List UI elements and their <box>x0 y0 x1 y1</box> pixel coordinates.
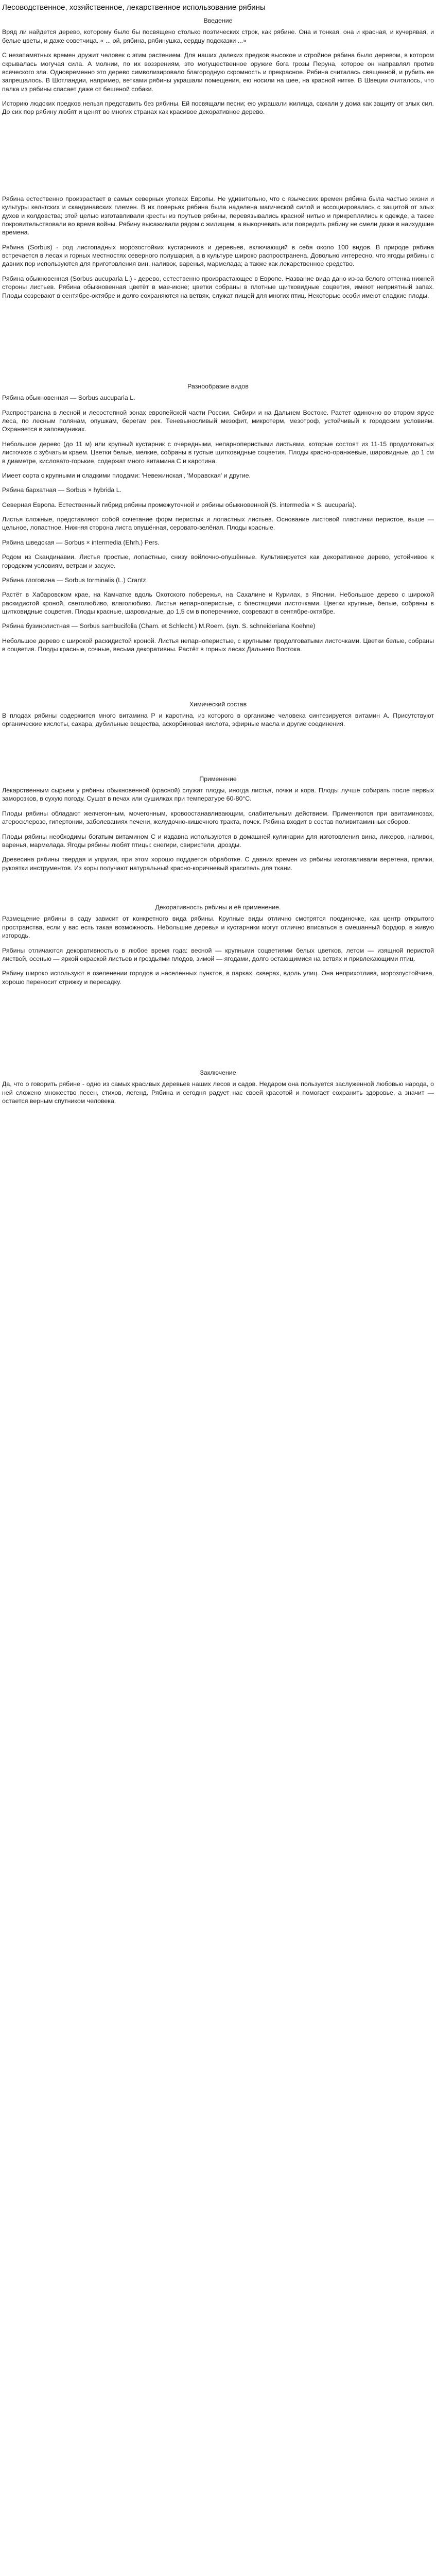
paragraph: В плодах рябины содержится много витамина Р и каротина, из которого в организме человека синтезируется витамин А. Присутствуют органические кислоты, сахара, дубильные вещества, аскорбиновая кислота, эфирные масла и другие соединения. <box>2 711 434 728</box>
section-intro <box>2 16 434 300</box>
paragraph: Рябина обыкновенная (Sorbus aucuparia L.) - дерево, естественно произрастающее в Европе. Название вида дано из-за белого оттенка нижней стороны листьев. Рябина обыкновенная цветёт в мае-июне; цветки собраны в плотные щитковидные соцветия, имеют неприятный запах. Плоды созревают в сентябре-октябре и долго сохраняются на ветвях, служат пищей для многих птиц. Некоторые особи имеют сладкие плоды. <box>2 275 434 299</box>
paragraph: Рябина обыкновенная — Sorbus aucuparia L. <box>2 394 135 402</box>
paragraph: Имеет сорта с крупными и сладкими плодами: 'Невежинская', 'Моравская' и другие. <box>2 471 251 479</box>
page-title: Лесоводственное, хозяйственное, лекарственное использование рябины <box>2 3 266 12</box>
section-conclusion <box>2 1069 434 1106</box>
section-heading: Применение <box>199 775 237 783</box>
paragraph: Историю людских предков нельзя представить без рябины. Ей посвящали песни; ею украшали жилища, сажали у дома как защиту от злых сил. До сих пор рябину любят и ценят во многих странах как красивое декоративное дерево. <box>2 100 434 116</box>
paragraph: Рябина глоговина — Sorbus torminalis (L.) Crantz <box>2 576 146 584</box>
paragraph: Небольшое дерево с широкой раскидистой кроной. Листья непарноперистые, с крупными продолговатыми листочками. Цветки белые, собраны в соцветия. Плоды красные, сочные, весьма декоративны. Растёт в горных лесах Дальнего Востока. <box>2 637 434 653</box>
paragraph: Рябина бузинолистная — Sorbus sambucifolia (Cham. et Schlecht.) M.Roem. (syn. S. schneideriana Koehne) <box>2 622 316 630</box>
paragraph: Рябина (Sorbus) - род листопадных морозостойких кустарников и деревьев, включающий в себя около 100 видов. В природе рябина встречается в лесах и горных местностях северного полушария, а в культуре широко распространена. Довольно интересно, что ягоды рябины с давних пор используются для приготовления вин, наливок, варенья, мармелада; а также как лекарственное средство. <box>2 243 434 268</box>
paragraph: Рябина бархатная — Sorbus × hybrida L. <box>2 486 122 494</box>
blank-space <box>2 992 434 1064</box>
paragraph: Северная Европа. Естественный гибрид рябины промежуточной и рябины обыкновенной (S. intermedia × S. aucuparia). <box>2 501 357 509</box>
paragraph: Плоды рябины необходимы богатым витамином С и издавна используются в домашней кулинарии для изготовления вина, ликеров, наливок, варенья, мармелада. Ягоды рябины любят птицы: снегири, свиристели, дрозды. <box>2 833 434 849</box>
paragraph: С незапамятных времен дружит человек с этим растением. Для наших далеких предков высокое и стройное рябина было деревом, в котором скрывалась могучая сила. А молнии, по их воззрениям, это могущественное оружие бога грозы Перуна, которое он направлял против всяческого зла. Одновременно это дерево символизировало благородную скромность и прекрасное. Рябина считалась священной, и рубить ее запрещалось. В Шотландии, например, ветками рябины украшали помещения, ею носили на шее, на красной нитке. В Швеции считалось, что палка из рябины спасает даже от бешеной собаки. <box>2 52 434 93</box>
paragraph: Родом из Скандинавии. Листья простые, лопастные, снизу войлочно-опушённые. Культивируется как декоративное дерево, устойчивое к городским условиям, ветрам и засухе. <box>2 553 434 569</box>
paragraph: Рябину широко используют в озеленении городов и населенных пунктов, в парках, скверах, вдоль улиц. Она неприхотлива, морозоустойчива, хорошо переносит стрижку и пересадку. <box>2 970 434 986</box>
paragraph: Листья сложные, представляют собой сочетание форм перистых и лопастных листьев. Основание листовой пластинки перистое, выше — цельное, лопастное. Нижняя сторона листа опушённая, серовато-зелёная. Плоды красные. <box>2 516 434 532</box>
paragraph: Лекарственным сырьем у рябины обыкновенной (красной) служат плоды, иногда листья, почки и кора. Плоды лучше собирать после первых заморозков, в сухую погоду. Сушат в печах или сушилках при температуре 60-80°С. <box>2 787 434 803</box>
section-heading: Введение <box>203 17 233 24</box>
blank-space <box>2 735 434 771</box>
section-application <box>2 775 434 872</box>
paragraph: Распространена в лесной и лесостепной зонах европейской части России, Сибири и на Дальнем Востоке. Растет одиночно во втором ярусе леса, по лесным полянам, опушкам, берегам рек. Теневыносливый мезофит, микротерм, мезотроф, устойчивый к городским условиям. Охраняется в заповедниках. <box>2 409 434 433</box>
blank-space <box>2 123 434 195</box>
paragraph: Рябины отличаются декоративностью в любое время года: весной — крупными соцветиями белых цветков, летом — изящной перистой листвой, осенью — яркой окраской листьев и гроздьями плодов, зимой — ягодами, долго остающимися на ветвях и привлекающими птиц. <box>2 946 434 962</box>
paragraph: Растёт в Хабаровском крае, на Камчатке вдоль Охотского побережья, на Сахалине и Курилах, в Японии. Небольшое дерево с широкой раскидистой кроной, светолюбиво, влаголюбиво. Листья непарноперистые, с блестящими листочками. Цветки крупные, белые, собраны в щитковидные соцветия. Плоды красные, шаровидные, до 1,5 см в поперечнике, созревают в сентябре-октябре. <box>2 591 434 615</box>
document-page <box>0 0 436 1132</box>
paragraph: Рябина шведская — Sorbus × intermedia (Ehrh.) Pers. <box>2 538 160 546</box>
section-heading: Декоративность рябины и её применение. <box>155 904 281 911</box>
section-heading: Химический состав <box>189 700 247 708</box>
paragraph: Плоды рябины обладают желчегонным, мочегонным, кровоостанавливающим, слабительным действием. Применяются при авитаминозах, атеросклерозе, гипертонии, заболеваниях печени, желудочно-кишечного тракта, почек. Рябина входит в состав поливитаминных сборов. <box>2 809 434 826</box>
blank-space <box>2 306 434 378</box>
section-heading: Заключение <box>200 1069 236 1076</box>
section-decorative <box>2 903 434 986</box>
section-heading: Разнообразие видов <box>187 382 249 390</box>
paragraph: Небольшое дерево (до 11 м) или крупный кустарник с очередными, непарноперистыми листьями, которые состоят из 11-15 продолговатых листочков с зубчатым краем. Цветки белые, мелкие, собраны в густые щитковидные соцветия. Плоды красно-оранжевые, шаровидные, до 1 см в диаметре, кисловато-горькие, содержат много витамина С и каротина. <box>2 440 434 465</box>
section-species <box>2 382 434 654</box>
paragraph: Рябина естественно произрастает в самых северных уголках Европы. Не удивительно, что с языческих времен рябина была частью жизни и культуры кельтских и скандинавских племен. В их поверьях рябина была наделена магической силой и ассоциировалась с защитой от злых духов и колдовства; этой целью изготавливали кресты из прутьев рябины, перевязывались красной нитью и прикреплялись к одежде, а также покровительствовали во время войны. Рябину высаживали рядом с жилищем, а выкорчевать или повредить рябину не смели даже в наихудшие времена. <box>2 195 434 236</box>
paragraph: Размещение рябины в саду зависит от конкретного вида рябины. Крупные виды отлично смотрятся поодиночке, как центр открытого пространства, если у вас есть такая возможность. Небольшие деревья и кустарники могут отлично вписаться в смешанный бордюр, в живую изгородь. <box>2 915 434 940</box>
blank-space <box>2 660 434 696</box>
paragraph: Древесина рябины твердая и упругая, при этом хорошо поддается обработке. С давних времен из рябины изготавливали веретена, прялки, рукоятки инструментов. Из коры получают натуральный красно-коричневый краситель для ткани. <box>2 856 434 872</box>
blank-space <box>2 878 434 899</box>
paragraph: Вряд ли найдется дерево, которому было бы посвящено столько поэтических строк, как рябине. Она и тонкая, она и красная, и кучерявая, и белые цветы, и даже советчица. « ... ой, рябина, рябинушка, сердцу подсказки ...» <box>2 28 434 44</box>
section-chemistry <box>2 700 434 728</box>
paragraph: Да, что о говорить рябине - одно из самых красивых деревьев наших лесов и садов. Недаром она пользуется заслуженной любовью народа, о ней сложено множество песен, стихов, легенд. Рябина и сегодня радует нас своей красотой и помогает сохранить здоровье, а значит — остается верным спутником человека. <box>2 1080 434 1105</box>
